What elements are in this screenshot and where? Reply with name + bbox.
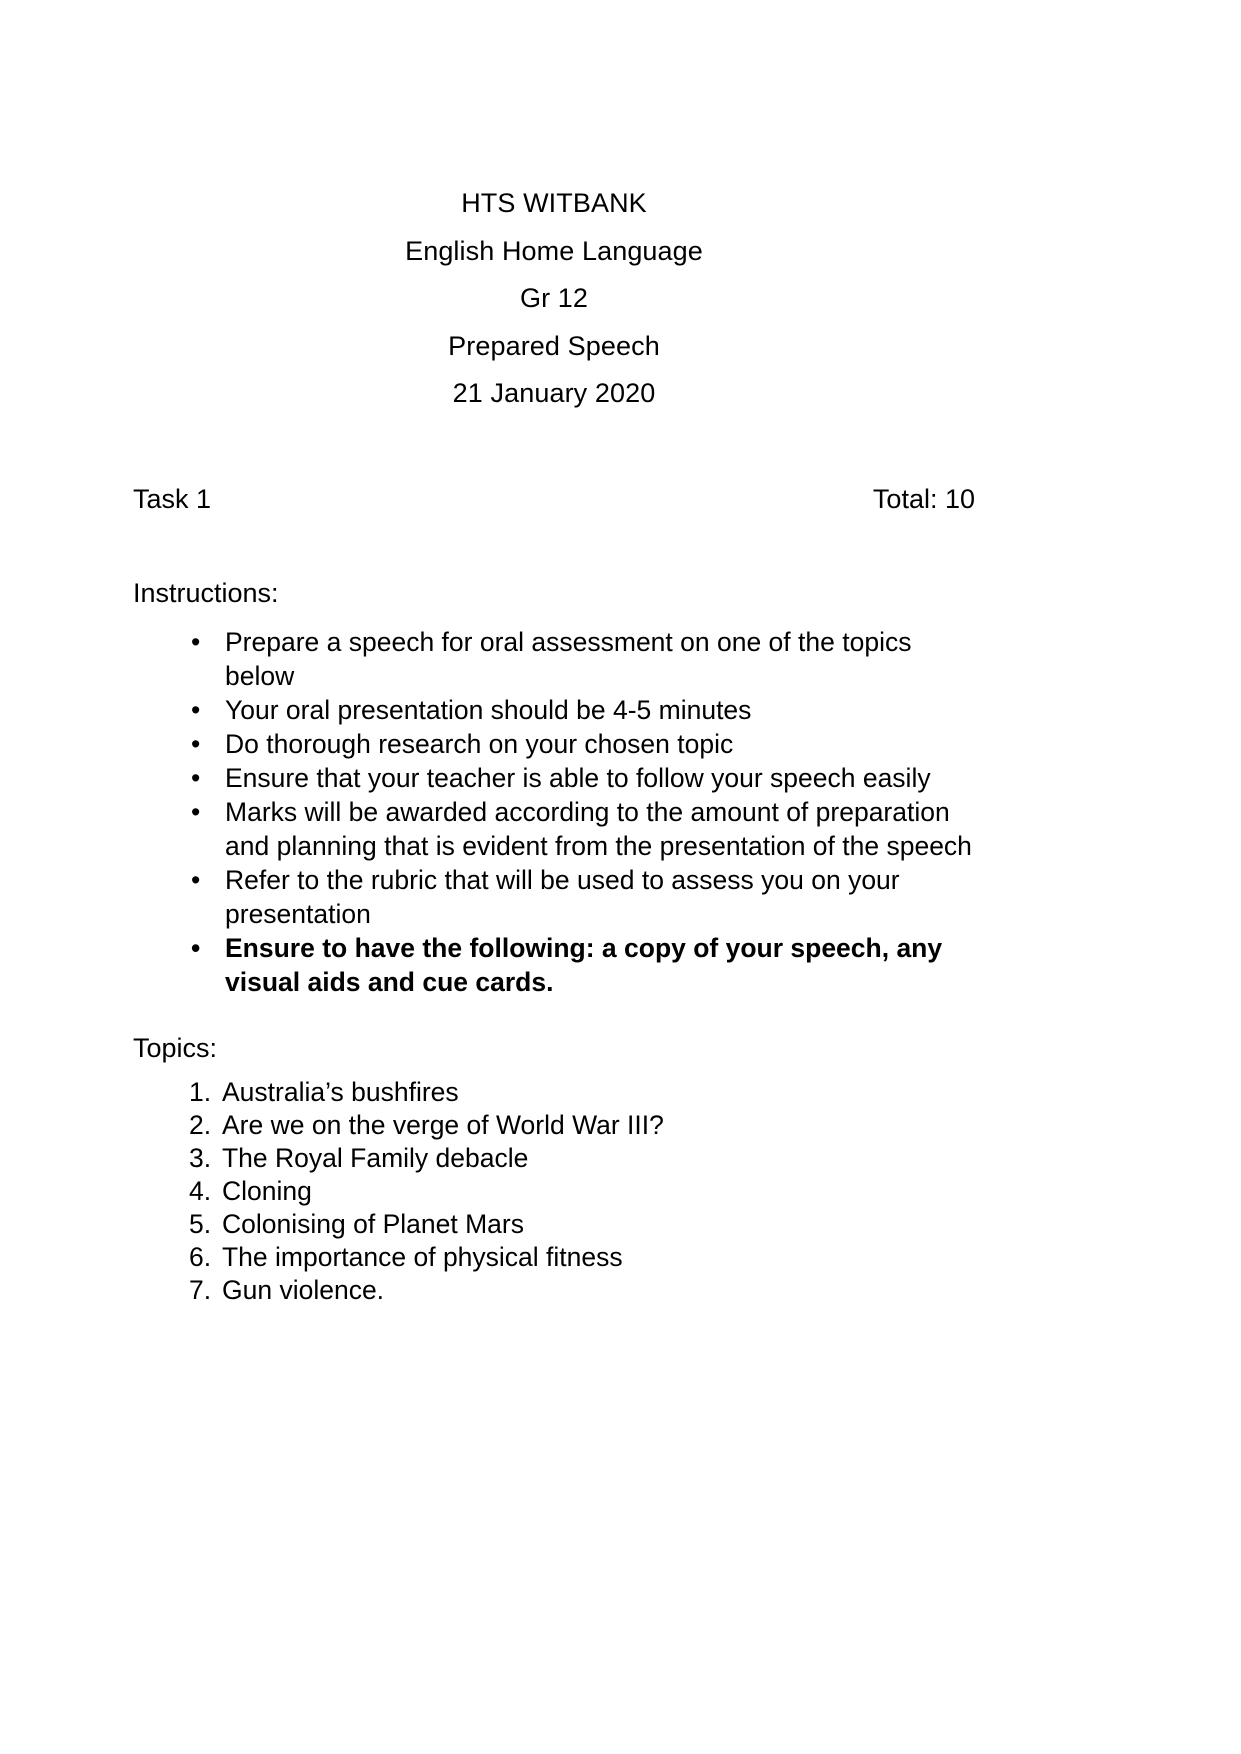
instruction-text: Ensure to have the following: a copy of your speech, any visual aids and cue cards. xyxy=(225,932,943,997)
topic-text: Gun violence. xyxy=(222,1274,385,1305)
list-item xyxy=(133,795,975,863)
topic-number: 6. xyxy=(189,1241,212,1272)
instruction-text: Marks will be awarded according to the amount of preparation and planning that is evident from the presentation of the speech xyxy=(225,796,972,861)
header-line-grade: Gr 12 xyxy=(519,283,589,313)
bullet-icon: • xyxy=(191,762,201,793)
topic-text: Colonising of Planet Mars xyxy=(222,1208,524,1239)
topic-number: 1. xyxy=(189,1076,212,1107)
topics-heading: Topics: xyxy=(133,1032,218,1063)
list-item-emphasised xyxy=(133,931,975,999)
header-line-school: HTS WITBANK xyxy=(461,188,647,218)
list-item xyxy=(133,1175,975,1208)
instructions-list xyxy=(133,625,975,999)
instruction-text: Do thorough research on your chosen topic xyxy=(225,728,734,759)
topic-number: 4. xyxy=(189,1175,212,1206)
list-item xyxy=(133,1142,975,1175)
document-header xyxy=(133,0,975,418)
instructions-heading: Instructions: xyxy=(133,577,279,608)
header-line-date: 21 January 2020 xyxy=(452,378,656,408)
list-item xyxy=(133,1109,975,1142)
bullet-icon: • xyxy=(191,728,201,759)
instruction-text: Refer to the rubric that will be used to assess you on your presentation xyxy=(225,864,900,929)
list-item xyxy=(133,1274,975,1307)
header-line-assessment-type: Prepared Speech xyxy=(448,330,660,361)
bullet-icon: • xyxy=(191,694,201,725)
list-item xyxy=(133,761,975,795)
topic-text: Australia’s bushfires xyxy=(222,1076,459,1107)
task-total-marks: Total: 10 xyxy=(872,483,975,514)
topic-text: Cloning xyxy=(222,1175,312,1206)
list-item xyxy=(133,625,975,693)
list-item xyxy=(133,863,975,931)
instruction-text: Your oral presentation should be 4-5 minutes xyxy=(225,694,752,725)
instruction-text: Prepare a speech for oral assessment on one of the topics below xyxy=(225,626,912,691)
topics-list xyxy=(133,1076,975,1307)
list-item xyxy=(133,1241,975,1274)
topic-number: 7. xyxy=(189,1274,212,1305)
topic-number: 2. xyxy=(189,1109,212,1140)
bullet-icon: • xyxy=(191,932,201,963)
bullet-icon: • xyxy=(191,796,201,827)
topic-text: The importance of physical fitness xyxy=(222,1241,623,1272)
header-line-subject: English Home Language xyxy=(405,235,703,266)
bullet-icon: • xyxy=(191,626,201,657)
bullet-icon: • xyxy=(191,864,201,895)
document-body xyxy=(133,0,975,1307)
topic-number: 5. xyxy=(189,1208,212,1239)
task-label: Task 1 xyxy=(133,483,212,514)
list-item xyxy=(133,1208,975,1241)
list-item xyxy=(133,693,975,727)
task-row xyxy=(133,483,975,515)
list-item xyxy=(133,727,975,761)
list-item xyxy=(133,1076,975,1109)
topic-number: 3. xyxy=(189,1142,212,1173)
topic-text: The Royal Family debacle xyxy=(222,1142,529,1173)
topic-text: Are we on the verge of World War III? xyxy=(222,1109,664,1140)
instruction-text: Ensure that your teacher is able to follow your speech easily xyxy=(225,762,931,793)
